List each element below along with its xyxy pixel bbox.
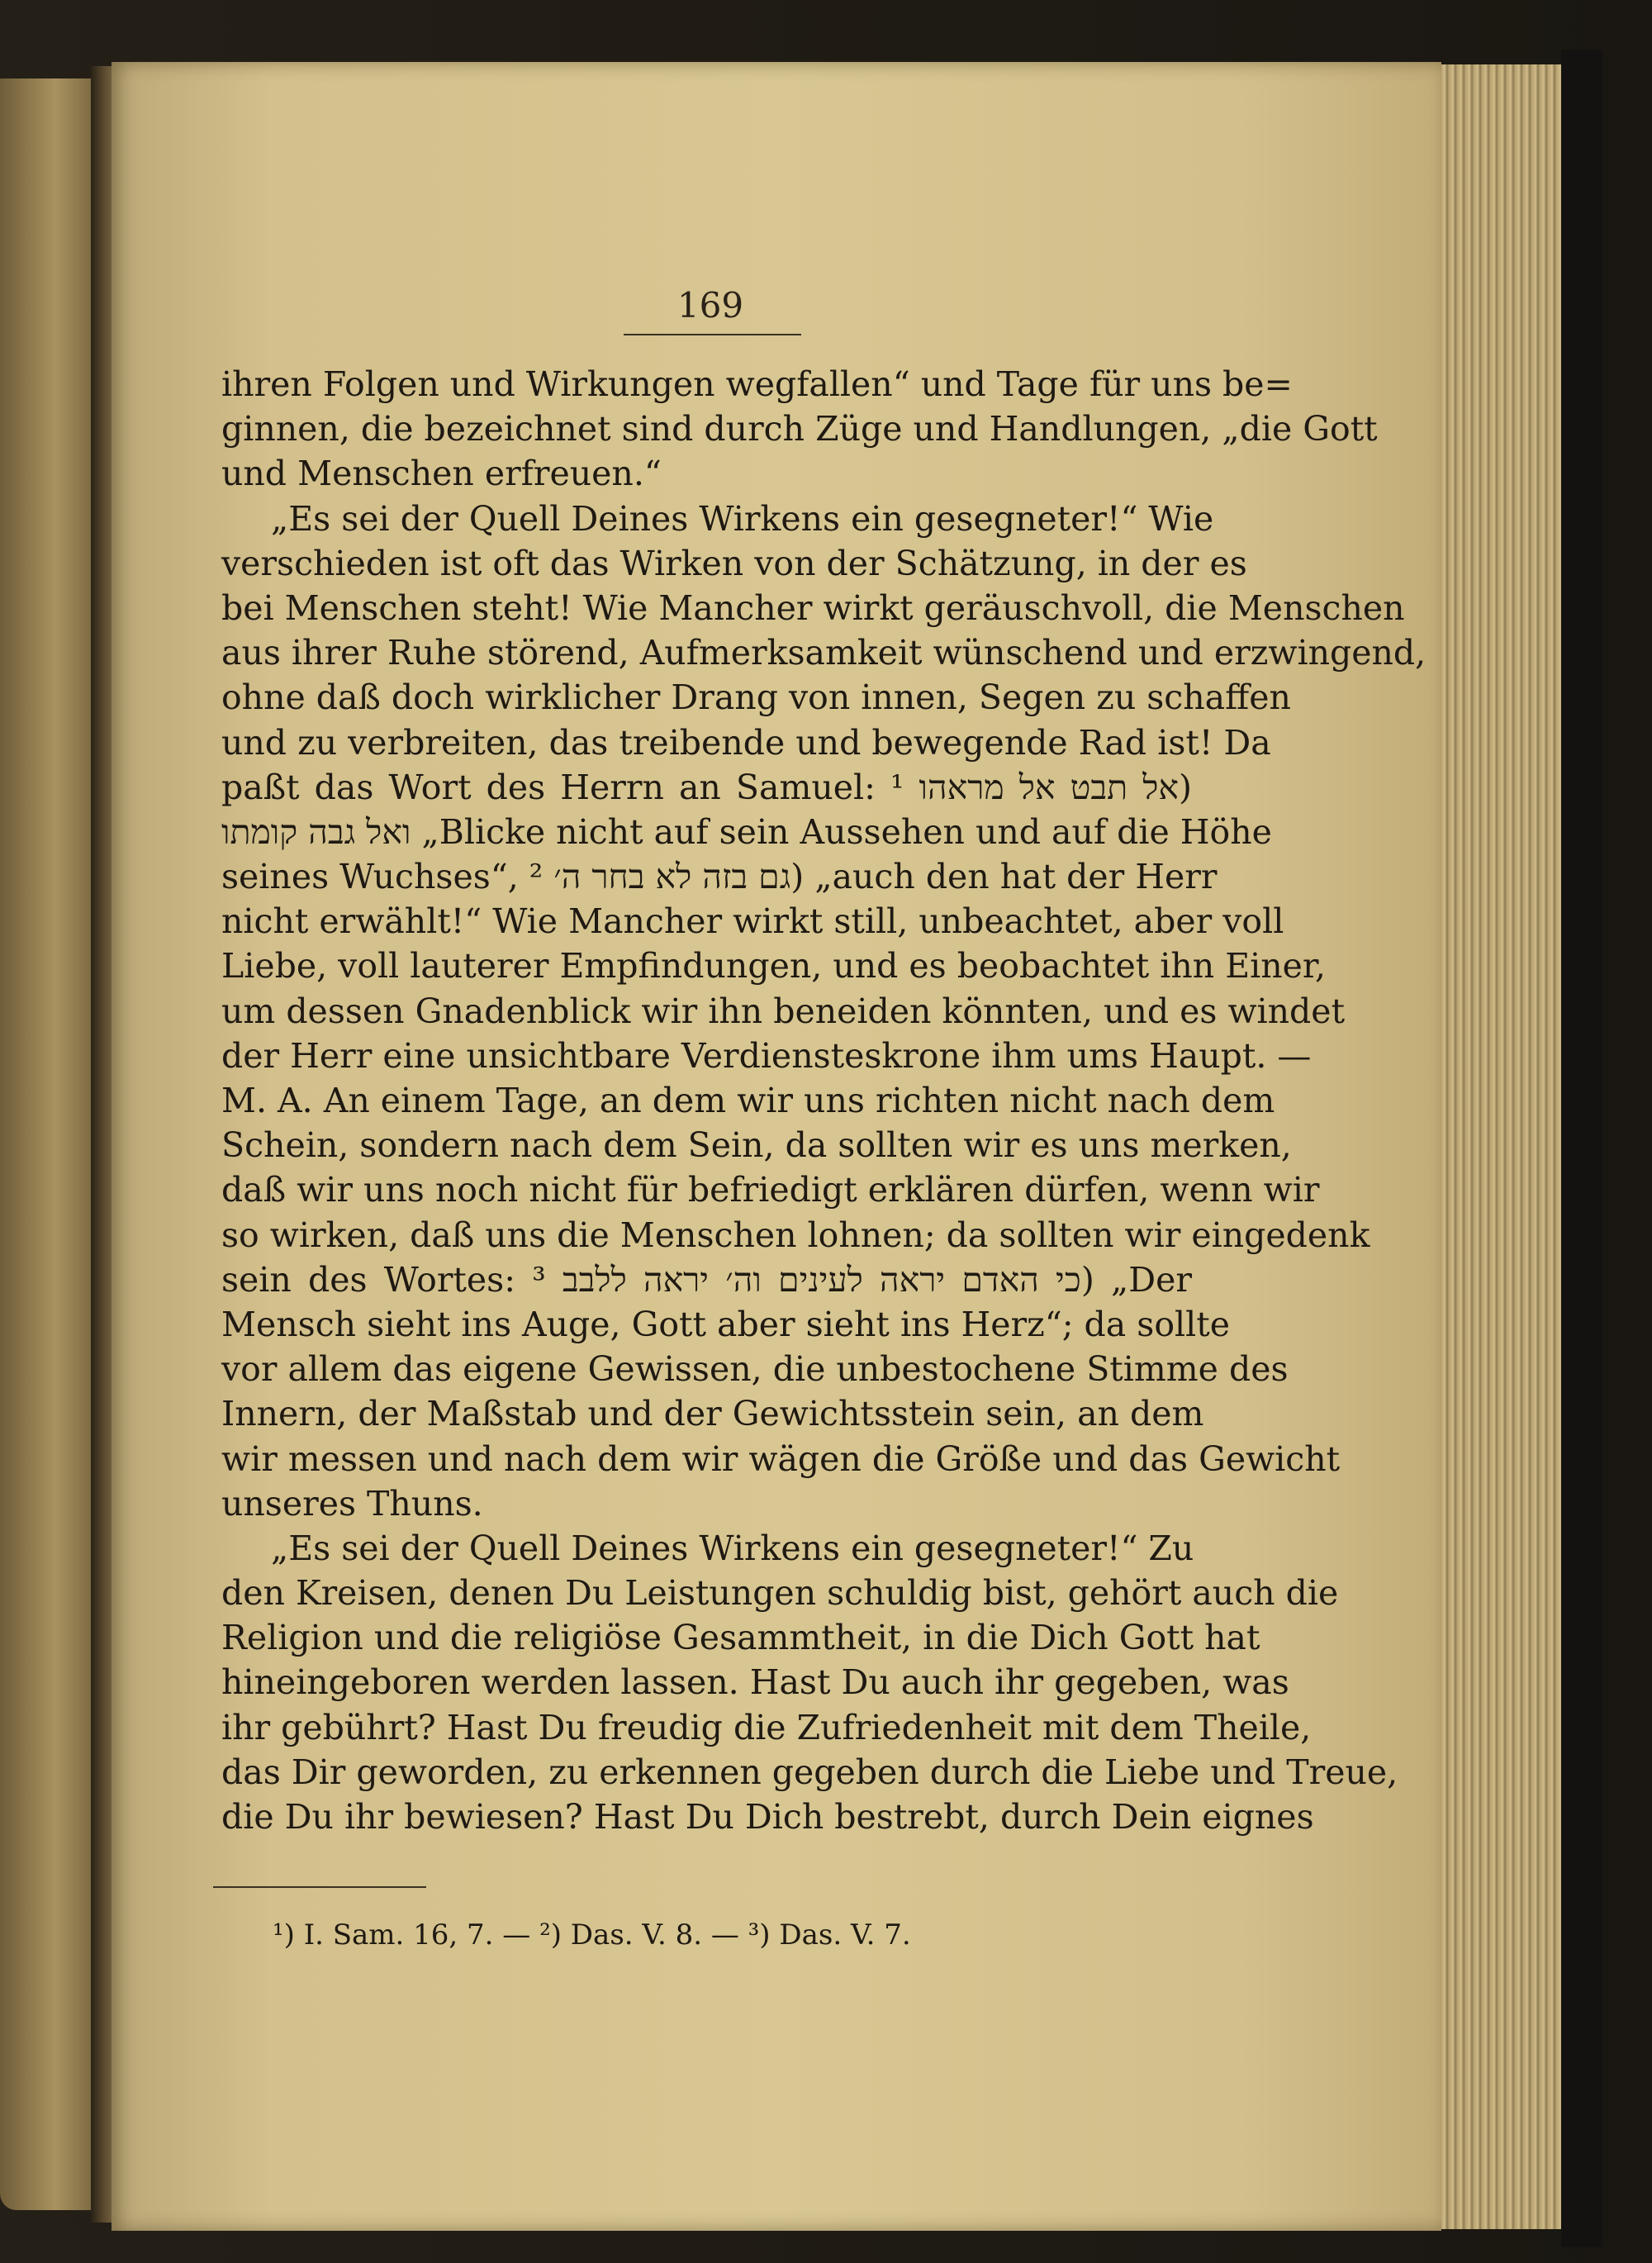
text-line: ihren Folgen und Wirkungen wegfallen“ und Tage für uns be=	[221, 364, 1293, 404]
text-line: sein des Wortes: כי האדם יראה לעינים וה׳ יראה ללבב ³) „Der	[221, 1259, 1192, 1300]
text-line: den Kreisen, denen Du Leistungen schuldig bist, gehört auch die	[221, 1573, 1339, 1614]
text-line: daß wir uns noch nicht für befriedigt erklären dürfen, wenn wir	[221, 1170, 1320, 1210]
text-line: Schein, sondern nach dem Sein, da sollten wir es uns merken,	[221, 1125, 1292, 1166]
text-line: aus ihrer Ruhe störend, Aufmerksamkeit wünschend und erzwingend,	[221, 633, 1427, 673]
text-line: verschieden ist oft das Wirken von der Schätzung, in der es	[221, 543, 1247, 583]
text-line: wir messen und nach dem wir wägen die Größe und das Gewicht	[221, 1438, 1341, 1479]
text-line: Mensch sieht ins Auge, Gott aber sieht ins Herz“; da sollte	[221, 1304, 1230, 1344]
text-line: nicht erwählt!“ Wie Mancher wirkt still, unbeachtet, aber voll	[221, 901, 1284, 942]
left-page-edge	[0, 78, 101, 2210]
text-line: M. A. An einem Tage, an dem wir uns richten nicht nach dem	[221, 1081, 1275, 1120]
text-line: ואל גבה קומתו „Blicke nicht auf sein Aussehen und auf die Höhe	[221, 811, 1272, 852]
text-line: vor allem das eigene Gewissen, die unbestochene Stimme des	[221, 1349, 1289, 1390]
text-line: ohne daß doch wirklicher Drang von innen, Segen zu schaffen	[221, 677, 1291, 718]
book-cover	[1561, 50, 1602, 2247]
text-line: „Es sei der Quell Deines Wirkens ein gesegneter!“ Zu	[271, 1528, 1194, 1568]
body-text	[221, 362, 1427, 1839]
footnotes: ¹) I. Sam. 16, 7. — ²) Das. V. 8. — ³) Das. V. 7.	[273, 1918, 911, 1952]
text-line: Liebe, voll lauterer Empfindungen, und es beobachtet ihn Einer,	[221, 946, 1327, 986]
text-line: und zu verbreiten, das treibende und bewegende Rad ist! Da	[221, 722, 1271, 763]
text-line: das Dir geworden, zu erkennen gegeben durch die Liebe und Treue,	[221, 1752, 1398, 1792]
header-rule	[624, 334, 801, 335]
page-edges	[1441, 64, 1577, 2229]
text-line: ginnen, die bezeichnet sind durch Züge und Handlungen, „die Gott	[221, 409, 1378, 449]
footnote-rule	[213, 1886, 426, 1888]
text-line: und Menschen erfreuen.“	[221, 454, 662, 494]
text-line: bei Menschen steht! Wie Mancher wirkt geräuschvoll, die Menschen	[221, 587, 1405, 628]
text-line: „Es sei der Quell Deines Wirkens ein gesegneter!“ Wie	[271, 498, 1214, 539]
text-line: der Herr eine unsichtbare Verdiensteskrone ihm ums Haupt. —	[221, 1035, 1312, 1076]
text-line: seines Wuchses“, גם בזה לא בחר ה׳ ²) „auch den hat der Herr	[221, 857, 1218, 897]
text-line: ihr gebührt? Hast Du freudig die Zufriedenheit mit dem Theile,	[221, 1707, 1312, 1747]
text-line: um dessen Gnadenblick wir ihn beneiden könnten, und es windet	[221, 991, 1346, 1031]
text-line: Innern, der Maßstab und der Gewichtsstein sein, an dem	[221, 1394, 1204, 1434]
text-line: die Du ihr bewiesen? Hast Du Dich bestrebt, durch Dein eignes	[221, 1797, 1314, 1837]
text-line: paßt das Wort des Herrn an Samuel: אל תבט אל מראהו ¹)	[221, 767, 1192, 807]
text-line: Religion und die religiöse Gesammtheit, in die Dich Gott hat	[221, 1618, 1260, 1658]
page-number: 169	[676, 285, 744, 326]
text-line: so wirken, daß uns die Menschen lohnen; da sollten wir eingedenk	[221, 1215, 1370, 1255]
text-line: unseres Thuns.	[221, 1483, 483, 1524]
text-line: hineingeboren werden lassen. Hast Du auch ihr gegeben, was	[221, 1662, 1289, 1703]
